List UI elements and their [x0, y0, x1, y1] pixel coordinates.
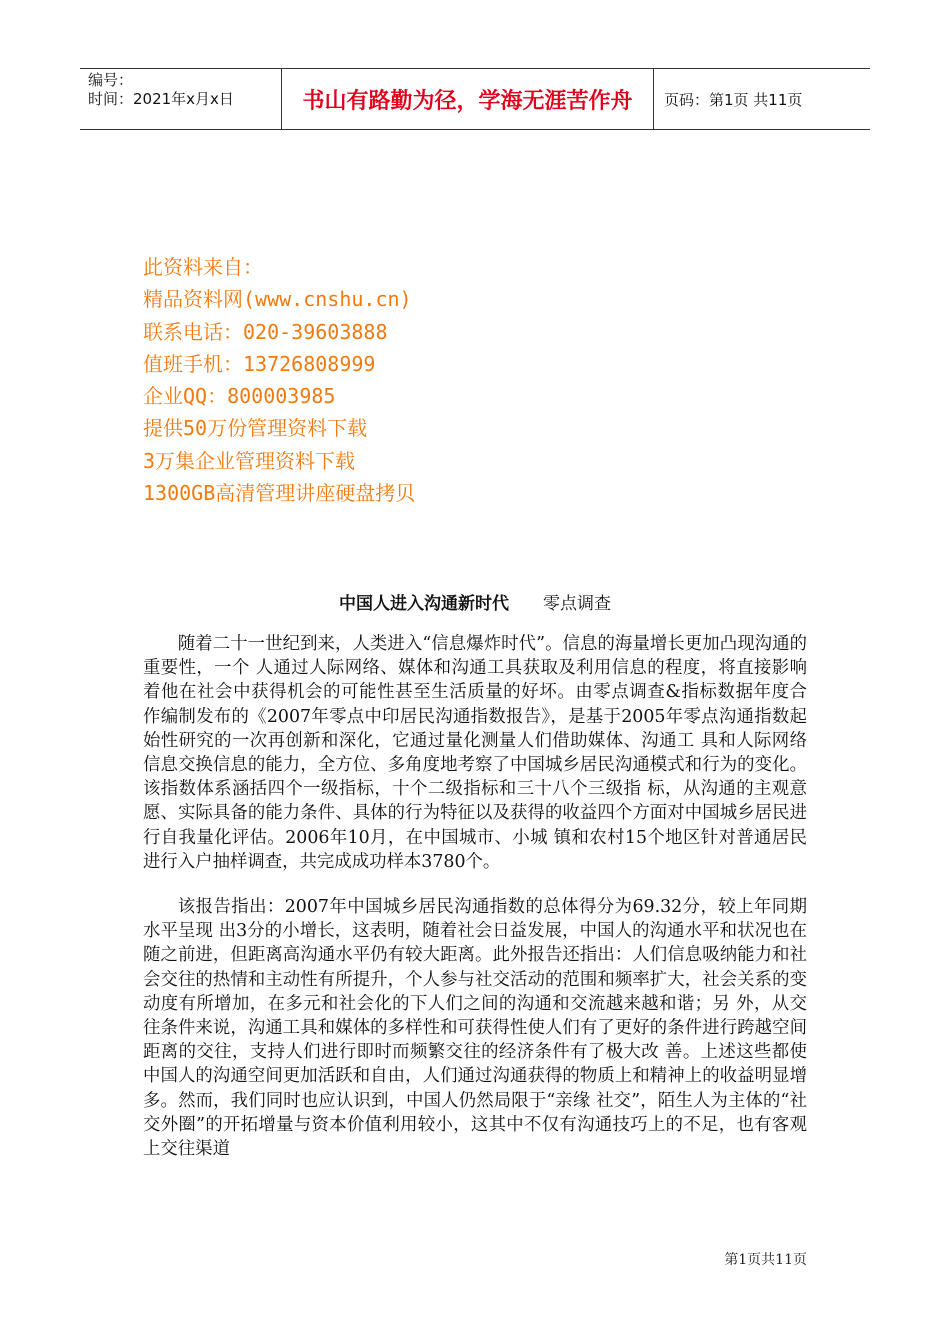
article-body [143, 632, 807, 1182]
ad-line-mobile: 值班手机：13726808999 [143, 351, 376, 376]
page-footer: 第1页共11页 [724, 1252, 807, 1268]
page-header [80, 68, 870, 130]
header-motto: 书山有路勤为径，学海无涯苦作舟 [282, 69, 654, 129]
document-title [0, 589, 950, 614]
ad-line-offer-1: 提供50万份管理资料下载 [143, 416, 368, 441]
document-number-label: 编号： [88, 71, 134, 89]
ad-line-source: 此资料来自： [143, 255, 263, 279]
title-main: 中国人进入沟通新时代 [339, 594, 509, 614]
ad-line-website: 精品资料网(www.cnshu.cn) [143, 287, 412, 312]
document-time-label: 时间：2021年x月x日 [88, 90, 234, 108]
ad-line-offer-3: 1300GB高清管理讲座硬盘拷贝 [143, 481, 416, 506]
ad-line-phone: 联系电话：020-39603888 [143, 319, 388, 344]
title-author: 零点调查 [543, 594, 611, 614]
ad-line-offer-2: 3万集企业管理资料下载 [143, 448, 356, 473]
header-meta [80, 69, 282, 129]
paragraph: 该报告指出：2007年中国城乡居民沟通指数的总体得分为69.32分，较上年同期水平呈现 出3分的小增长，这表明，随着社会日益发展，中国人的沟通水平和状况也在随之前进，但距离高沟通水平仍有较大距离。此外报告还指出：人们信息吸纳能力和社 会交往的热情和主动性有所提升，个人参与社交活动的范围和频率扩大，社会关系的变动度有所增加，在多元和社会化的下人们之间的沟通和交流越来越和谐；另 外，从交往条件来说，沟通工具和媒体的多样性和可获得性使人们有了更好的条件进行跨越空间距离的交往，支持人们进行即时而频繁交往的经济条件有了极大改 善。上述这些都使中国人的沟通空间更加活跃和自由，人们通过沟通获得的物质上和精神上的收益明显增多。然而，我们同时也应认识到，中国人仍然局限于“亲缘 社交”，陌生人为主体的“社交外圈”的开拓增量与资本价值利用较小，这其中不仅有沟通技巧上的不足，也有客观上交往渠道 [143, 897, 807, 1160]
source-ad-block [143, 251, 415, 509]
header-page-info: 页码：第1页 共11页 [664, 90, 803, 109]
ad-line-qq: 企业QQ：800003985 [143, 384, 336, 409]
paragraph: 随着二十一世纪到来，人类进入“信息爆炸时代”。信息的海量增长更加凸现沟通的重要性，一个 人通过人际网络、媒体和沟通工具获取及利用信息的程度，将直接影响着他在社会中获得机会的可能性甚至生活质量的好坏。由零点调查&指标数据年度合 作编制发布的《2007年零点中印居民沟通指数报告》，是基于2005年零点沟通指数起始性研究的一次再创新和深化，它通过量化测量人们借助媒体、沟通工 具和人际网络信息交换信息的能力，全方位、多角度地考察了中国城乡居民沟通模式和行为的变化。该指数体系涵括四个一级指标，十个二级指标和三十八个三级指 标，从沟通的主观意愿、实际具备的能力条件、具体的行为特征以及获得的收益四个方面对中国城乡居民进行自我量化评估。2006年10月，在中国城市、小城 镇和农村15个地区针对普通居民进行入户抽样调查，共完成成功样本3780个。 [143, 634, 807, 872]
